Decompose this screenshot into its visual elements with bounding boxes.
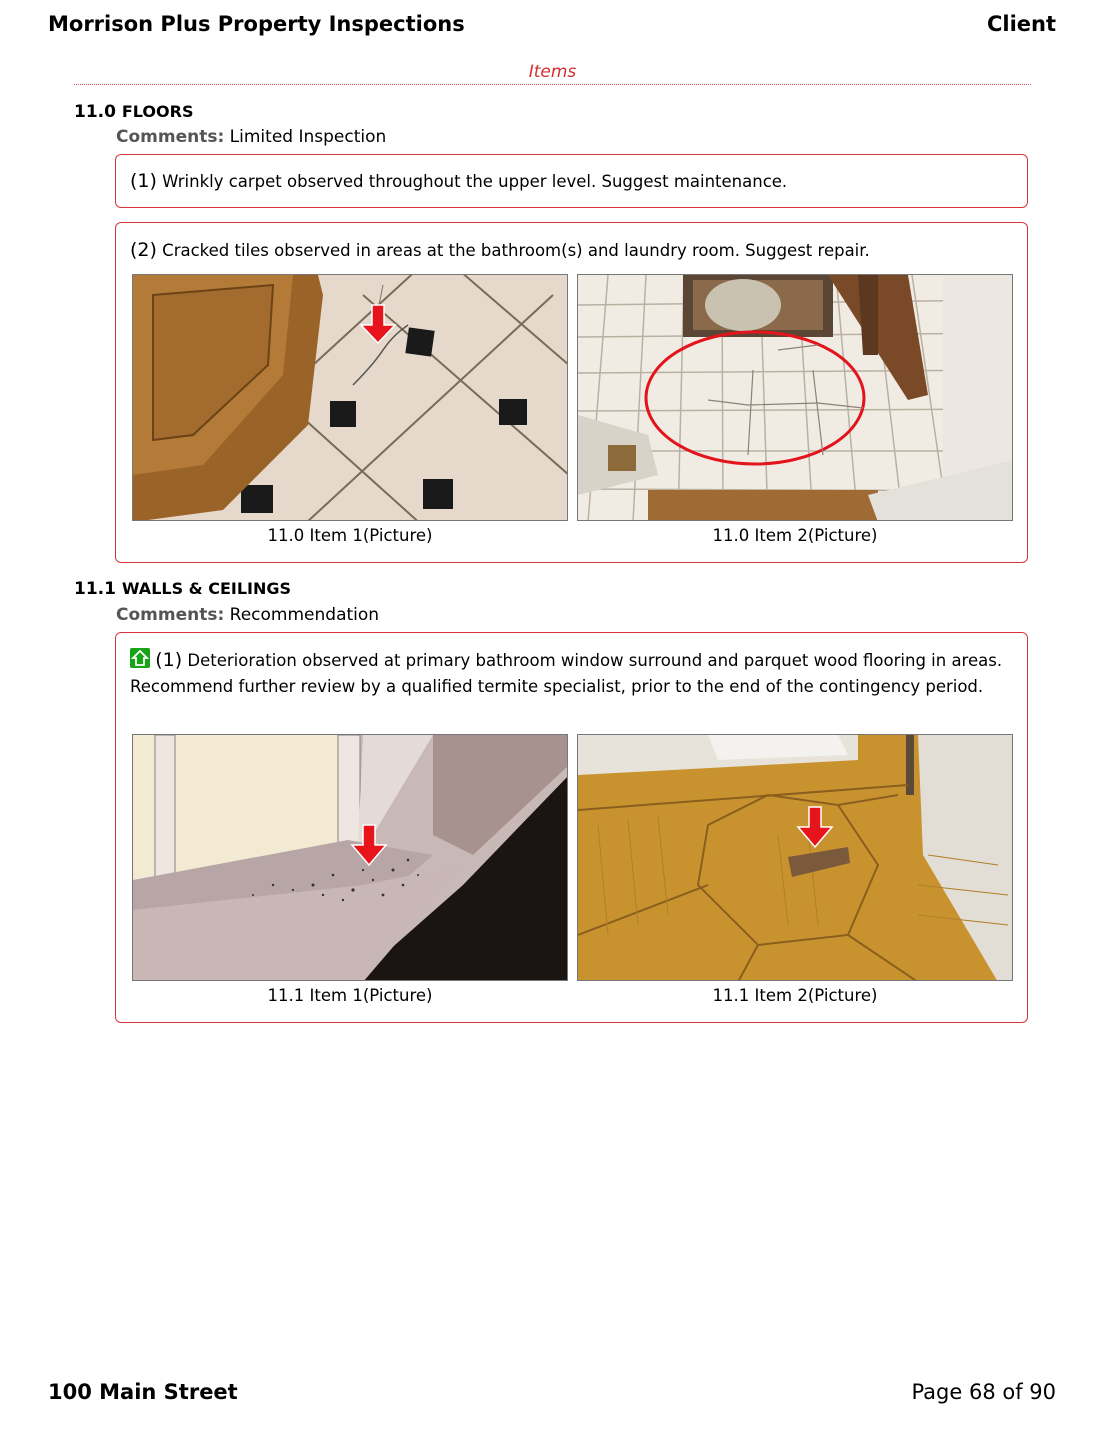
photo-caption: 11.0 Item 1(Picture) — [267, 526, 433, 545]
item-number: 11.1 — [74, 579, 116, 599]
observation-box — [115, 222, 1028, 563]
property-address: 100 Main Street — [48, 1380, 238, 1404]
observation-body: Wrinkly carpet observed throughout the upper level. Suggest maintenance. — [162, 172, 788, 191]
observation-number: (1) — [155, 649, 183, 671]
page-number: Page 68 of 90 — [911, 1380, 1056, 1404]
observation-number: (2) — [130, 239, 157, 261]
item-comments — [116, 605, 379, 625]
item-comments — [116, 127, 386, 147]
photo-caption: 11.0 Item 2(Picture) — [712, 526, 878, 545]
photo-cracked-tile-cabinet — [132, 274, 568, 521]
company-name: Morrison Plus Property Inspections — [48, 12, 465, 36]
observation-text — [130, 237, 1013, 264]
observation-body: Deterioration observed at primary bathroom window surround and parquet wood flooring in areas. Recommend further review by a qualified termite specialist, prior to the end of the contingency period. — [130, 651, 1003, 696]
item-name: FLOORS — [121, 102, 194, 121]
section-label: Items — [528, 62, 577, 82]
photo-parquet-floor — [577, 734, 1013, 981]
client-label: Client — [986, 12, 1056, 36]
item-number: 11.0 — [74, 102, 116, 122]
photo-window-sill — [132, 734, 568, 981]
header-divider — [74, 84, 1031, 85]
comments-label: Comments: — [116, 127, 225, 147]
item-heading-walls-ceilings — [74, 579, 291, 599]
comments-value: Recommendation — [229, 605, 380, 625]
observation-number: (1) — [130, 170, 157, 192]
observation-box — [115, 632, 1028, 1023]
comments-value: Limited Inspection — [229, 127, 387, 147]
photo-cracked-tile-laundry — [577, 274, 1013, 521]
home-icon — [130, 648, 150, 668]
observation-box — [115, 154, 1028, 208]
item-heading-floors — [74, 102, 193, 122]
observation-text — [130, 168, 1013, 195]
comments-label: Comments: — [116, 605, 225, 625]
observation-text — [130, 647, 1013, 700]
photo-caption: 11.1 Item 1(Picture) — [267, 986, 433, 1005]
observation-body: Cracked tiles observed in areas at the bathroom(s) and laundry room. Suggest repair. — [162, 241, 870, 260]
item-name: WALLS & CEILINGS — [121, 579, 292, 598]
photo-caption: 11.1 Item 2(Picture) — [712, 986, 878, 1005]
